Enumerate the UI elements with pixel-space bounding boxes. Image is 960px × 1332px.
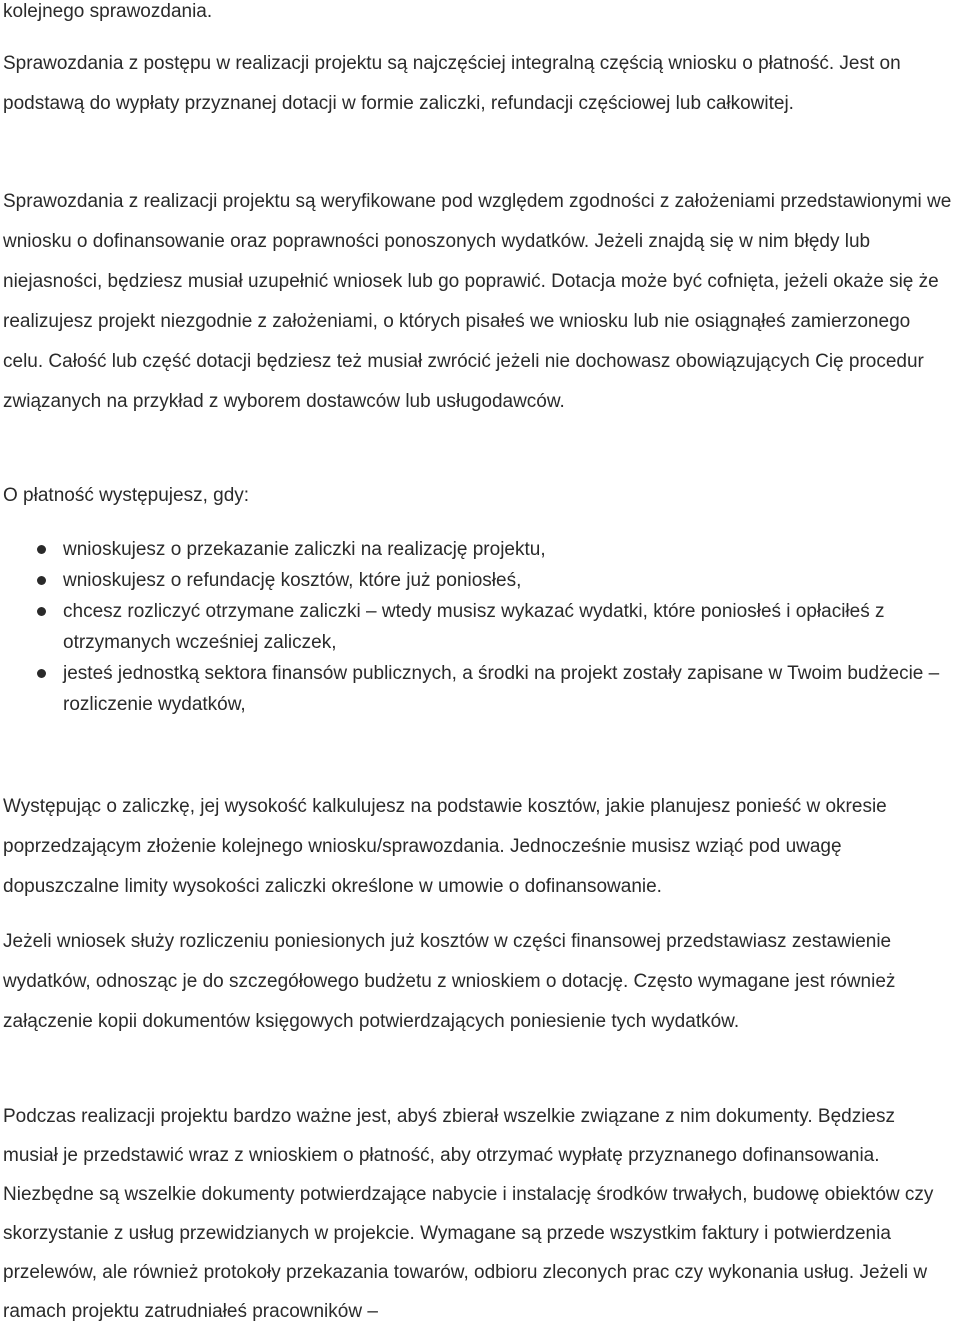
bullet-icon [37, 545, 46, 554]
bullet-icon [37, 607, 46, 616]
payment-conditions-list [0, 534, 955, 720]
list-item-text: jesteś jednostką sektora finansów publicznych, a środki na projekt zostały zapisane w Twoim budżecie – rozliczenie wydatków, [63, 663, 940, 715]
list-item-text: wnioskujesz o refundację kosztów, które już poniosłeś, [63, 570, 522, 591]
list-item [0, 658, 955, 720]
bullet-icon [37, 576, 46, 585]
paragraph-payment-intro: O płatność występujesz, gdy: [3, 485, 250, 506]
paragraph-progress-reports: Sprawozdania z postępu w realizacji projektu są najczęściej integralną częścią wniosku o płatność. Jest on podstawą do wypłaty przyznanej dotacji w formie zaliczki, refundacji częściowej lub całkowitej. [3, 53, 901, 114]
paragraph-advance-request: Występując o zaliczkę, jej wysokość kalkulujesz na podstawie kosztów, jakie planujesz ponieść w okresie poprzedzającym złożenie kolejnego wniosku/sprawozdania. Jednocześnie musisz wziąć pod uwagę dopuszczalne limity wysokości zaliczki określone w umowie o dofinansowanie. [3, 796, 887, 897]
paragraph-top-fragment: kolejnego sprawozdania. [3, 1, 213, 22]
paragraph-cost-settlement: Jeżeli wniosek służy rozliczeniu poniesionych już kosztów w części finansowej przedstawiasz zestawienie wydatków, odnosząc je do szczegółowego budżetu z wnioskiem o dotację. Często wymagane jest również załączenie kopii dokumentów księgowych potwierdzających poniesienie tych wydatków. [3, 931, 896, 1032]
paragraph-documentation: Podczas realizacji projektu bardzo ważne jest, abyś zbierał wszelkie związane z nim dokumenty. Będziesz musiał je przedstawić wraz z wnioskiem o płatność, aby otrzymać wypłatę przyznanego dofinansowania. Niezbędne są wszelkie dokumenty potwierdzające nabycie i instalację środków trwałych, budowę obiektów czy skorzystanie z usług przewidzianych w projekcie. Wymagane są przede wszystkim faktury i potwierdzenia przelewów, ale również protokoły przekazania towarów, odbioru zleconych prac czy wykonania usług. Jeżeli w ramach projektu zatrudniałeś pracowników – [3, 1106, 934, 1322]
list-item [0, 596, 955, 658]
list-item-text: chcesz rozliczyć otrzymane zaliczki – wtedy musisz wykazać wydatki, które poniosłeś i opłaciłeś z otrzymanych wcześniej zaliczek, [63, 601, 885, 653]
list-item [0, 565, 955, 596]
list-item-text: wnioskujesz o przekazanie zaliczki na realizację projektu, [63, 539, 546, 560]
list-item [0, 534, 955, 565]
paragraph-report-verification: Sprawozdania z realizacji projektu są weryfikowane pod względem zgodności z założeniami przedstawionymi we wniosku o dofinansowanie oraz poprawności ponoszonych wydatków. Jeżeli znajdą się w nim błędy lub niejasności, będziesz musiał uzupełnić wniosek lub go poprawić. Dotacja może być cofnięta, jeżeli okaże się że realizujesz projekt niezgodnie z założeniami, o których pisałeś we wniosku lub nie osiągnąłeś zamierzonego celu. Całość lub część dotacji będziesz też musiał zwrócić jeżeli nie dochowasz obowiązujących Cię procedur związanych na przykład z wyborem dostawców lub usługodawców. [3, 191, 952, 412]
bullet-icon [37, 669, 46, 678]
